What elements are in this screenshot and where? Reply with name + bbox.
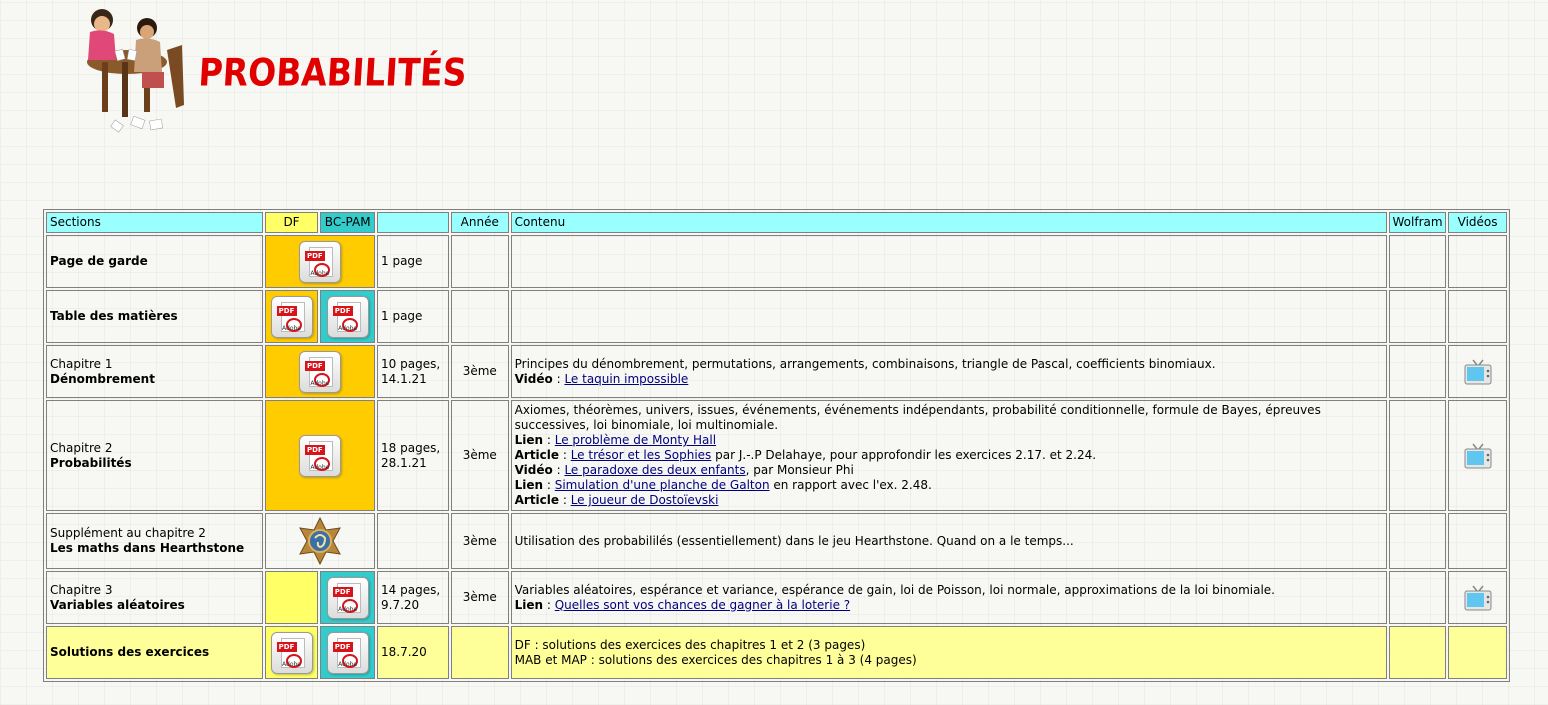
tv-icon[interactable] [1463, 441, 1493, 471]
annee-cell: 3ème [451, 400, 509, 511]
section-cell [46, 513, 263, 569]
annee-cell: 3ème [451, 513, 509, 569]
link-label: Lien [514, 433, 544, 447]
monty-hall-link[interactable]: Le problème de Monty Hall [554, 433, 717, 447]
section-title: Probabilités [50, 455, 132, 470]
paradoxe-enfants-link[interactable]: Le paradoxe des deux enfants [564, 463, 746, 477]
header-blank [377, 212, 449, 233]
pdf-icon[interactable]: PDF Adobe [271, 632, 313, 674]
wolfram-cell [1389, 571, 1447, 624]
tresor-sophies-link[interactable]: Le trésor et les Sophies [570, 448, 712, 462]
table-row [46, 571, 1507, 624]
section-cell [46, 400, 263, 511]
section-chapter: Chapitre 2 [50, 440, 113, 455]
section-chapter: Supplément au chapitre 2 [50, 526, 206, 540]
section-cell [46, 626, 263, 679]
loterie-link[interactable]: Quelles sont vos chances de gagner à la loterie ? [554, 597, 851, 612]
video-cell [1448, 626, 1507, 679]
header-annee: Année [451, 212, 509, 233]
table-row-solutions [46, 626, 1507, 679]
bcpam-cell [320, 290, 375, 343]
video-cell [1448, 235, 1507, 288]
table-row [46, 400, 1507, 511]
df-cell [265, 235, 375, 288]
hearthstone-cell [265, 513, 375, 569]
children-playing-cards-illustration [72, 0, 192, 140]
link-label: Lien [514, 478, 544, 492]
wolfram-cell [1389, 513, 1447, 569]
content-cell: Utilisation des probabililés (essentiellement) dans le jeu Hearthstone. Quand on a le temps... [511, 513, 1387, 569]
section-title: Variables aléatoires [50, 597, 185, 612]
bcpam-cell [320, 571, 375, 624]
page-title: PROBABILITÉS [197, 50, 468, 95]
pages-cell [377, 513, 449, 569]
pdf-icon[interactable]: PDF Adobe [271, 296, 313, 338]
annee-cell [451, 626, 509, 679]
wolfram-cell [1389, 400, 1447, 511]
section-cell [46, 235, 263, 288]
bcpam-cell [320, 626, 375, 679]
wolfram-cell [1389, 235, 1447, 288]
header-contenu: Contenu [511, 212, 1387, 233]
section-cell [46, 290, 263, 343]
section-chapter: Chapitre 1 [50, 356, 113, 371]
pages-cell: 1 page [377, 235, 449, 288]
content-text: Variables aléatoires, espérance et variance, espérance de gain, loi de Poisson, loi normale, approximations de la loi binomiale. [514, 582, 1275, 597]
df-cell [265, 345, 375, 398]
header-videos: Vidéos [1448, 212, 1507, 233]
pdf-icon[interactable]: PDF Adobe [327, 632, 369, 674]
pdf-icon[interactable]: PDF Adobe [299, 351, 341, 393]
pages-cell: 10 pages, 14.1.21 [377, 345, 449, 398]
content-cell: Principes du dénombrement, permutations, arrangements, combinaisons, triangle de Pascal, coefficients binomiaux. Vidéo : Le taquin impossible [511, 345, 1387, 398]
video-link[interactable]: Le taquin impossible [564, 371, 689, 386]
header-df: DF [265, 212, 319, 233]
video-cell [1448, 513, 1507, 569]
table-row [46, 290, 1507, 343]
content-text: Axiomes, théorèmes, univers, issues, événements, événements indépendants, probabilité conditionnelle, formule de Bayes, épreuves successives, loi binomiale, loi multinomiale. [514, 403, 1321, 432]
section-cell [46, 571, 263, 624]
link-label: Vidéo [514, 371, 553, 386]
header-wolfram: Wolfram [1389, 212, 1447, 233]
chapters-table [43, 209, 1510, 682]
pages-cell: 18.7.20 [377, 626, 449, 679]
table-header-row [46, 212, 1507, 233]
pdf-icon[interactable]: PDF Adobe [299, 241, 341, 283]
tv-icon[interactable] [1463, 357, 1493, 387]
pages-cell: 14 pages, 9.7.20 [377, 571, 449, 624]
section-chapter: Chapitre 3 [50, 582, 113, 597]
annee-cell: 3ème [451, 571, 509, 624]
df-cell [265, 400, 375, 511]
table-row [46, 235, 1507, 288]
content-line: MAB et MAP : solutions des exercices des chapitres 1 à 3 (4 pages) [514, 652, 917, 667]
content-cell [511, 626, 1387, 679]
content-cell [511, 290, 1387, 343]
video-cell [1448, 290, 1507, 343]
pages-cell: 1 page [377, 290, 449, 343]
section-title: Les maths dans Hearthstone [50, 541, 245, 555]
pages-cell: 18 pages, 28.1.21 [377, 400, 449, 511]
content-text: Principes du dénombrement, permutations, arrangements, combinaisons, triangle de Pascal, coefficients binomiaux. [514, 356, 1216, 371]
pdf-icon[interactable]: PDF Adobe [327, 296, 369, 338]
annee-cell: 3ème [451, 345, 509, 398]
tv-icon[interactable] [1463, 583, 1493, 613]
hearthstone-icon[interactable] [295, 516, 345, 566]
annee-cell [451, 290, 509, 343]
content-cell: Axiomes, théorèmes, univers, issues, événements, événements indépendants, probabilité conditionnelle, formule de Bayes, épreuves successives, loi binomiale, loi multinomiale. Lien : Le problème de Monty Hall Article : Le trésor et les Sophies par J.-.P Delahaye, pour approfondir les exercices 2.17. et 2.24. Vidéo : Le paradoxe des deux enfants, par Monsieur Phi Lien : Simulation d'une planche de Galton en rapport avec l'ex. 2.48. Article : Le joueur de Dostoïevski [511, 400, 1387, 511]
content-cell [511, 235, 1387, 288]
pdf-icon[interactable]: PDF Adobe [299, 435, 341, 477]
section-title: Page de garde [50, 254, 148, 268]
content-cell: Variables aléatoires, espérance et variance, espérance de gain, loi de Poisson, loi normale, approximations de la loi binomiale. Lien : Quelles sont vos chances de gagner à la loterie ? [511, 571, 1387, 624]
wolfram-cell [1389, 345, 1447, 398]
section-title: Solutions des exercices [50, 645, 210, 659]
annee-cell [451, 235, 509, 288]
joueur-dostoievski-link[interactable]: Le joueur de Dostoïevski [570, 493, 719, 507]
section-cell [46, 345, 263, 398]
header-sections: Sections [46, 212, 263, 233]
table-row [46, 345, 1507, 398]
table-row [46, 513, 1507, 569]
header-bcpam: BC-PAM [320, 212, 375, 233]
link-label: Article [514, 493, 560, 507]
df-cell [265, 571, 319, 624]
section-title: Dénombrement [50, 371, 155, 386]
section-title: Table des matières [50, 309, 178, 323]
wolfram-cell [1389, 290, 1447, 343]
pdf-icon[interactable]: PDF Adobe [327, 577, 369, 619]
video-cell [1448, 345, 1507, 398]
link-label: Article [514, 448, 560, 462]
galton-link[interactable]: Simulation d'une planche de Galton [554, 478, 770, 492]
wolfram-cell [1389, 626, 1447, 679]
video-cell [1448, 571, 1507, 624]
df-cell [265, 626, 319, 679]
content-line: DF : solutions des exercices des chapitres 1 et 2 (3 pages) [514, 637, 866, 652]
df-cell [265, 290, 319, 343]
page-header [72, 0, 468, 140]
link-label: Vidéo [514, 463, 553, 477]
link-label: Lien [514, 597, 544, 612]
video-cell [1448, 400, 1507, 511]
